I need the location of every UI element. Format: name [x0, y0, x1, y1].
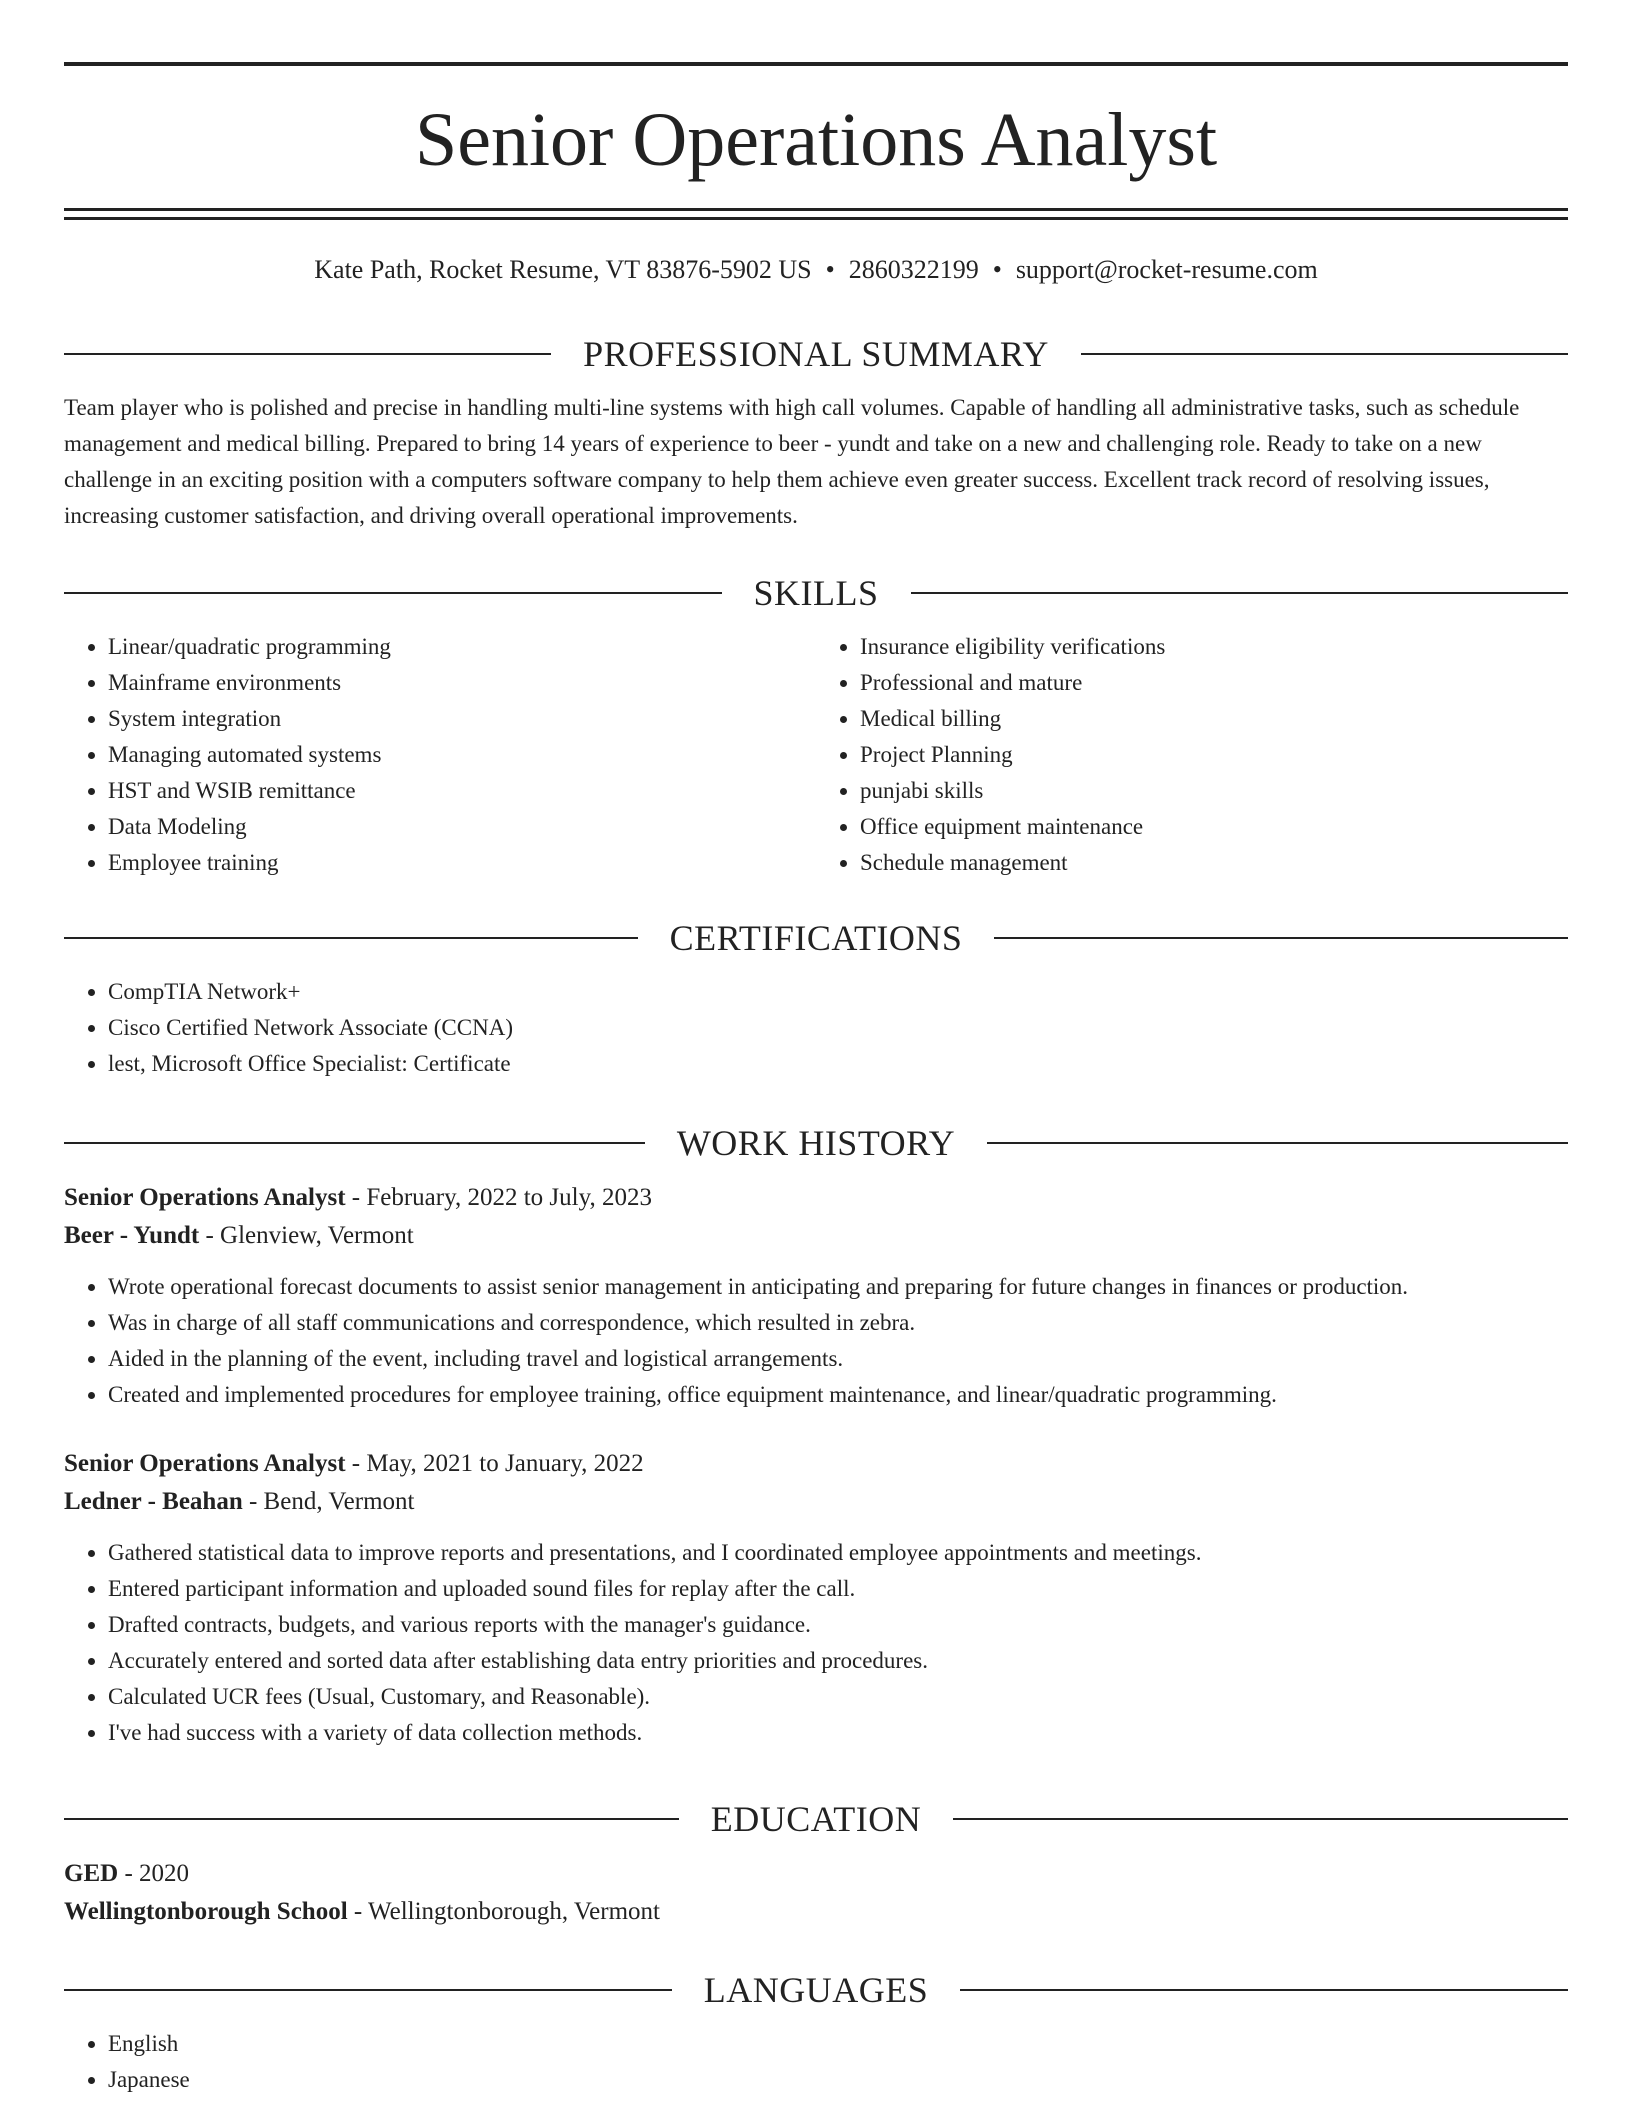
work-heading-row	[64, 1121, 1568, 1165]
summary-section	[64, 332, 1568, 534]
heading-rule-right	[1081, 353, 1568, 355]
contact-address: Kate Path, Rocket Resume, VT 83876-5902 US	[314, 255, 812, 284]
education-section	[64, 1797, 1568, 1931]
language-item: • Japanese	[108, 2062, 1568, 2098]
job-bullet: • Was in charge of all staff communications and correspondence, which resulted in zebra.	[108, 1305, 1568, 1341]
skill-item: • Schedule management	[860, 845, 1568, 881]
certification-item: • CompTIA Network+	[108, 974, 1568, 1010]
heading-rule-right	[994, 937, 1568, 939]
job-company-line	[64, 1483, 1568, 1521]
skills-columns	[64, 615, 1568, 881]
skill-item: • System integration	[108, 701, 816, 737]
skill-item: • punjabi skills	[860, 773, 1568, 809]
top-rule	[64, 62, 1568, 66]
education-location: - Wellingtonborough, Vermont	[347, 1898, 660, 1925]
heading-rule-left	[64, 592, 722, 594]
contact-separator: •	[992, 255, 1002, 284]
skills-section	[64, 571, 1568, 881]
job-dates: - May, 2021 to January, 2022	[345, 1450, 644, 1477]
job-location: - Glenview, Vermont	[199, 1222, 414, 1249]
job-bullet: • Drafted contracts, budgets, and various reports with the manager's guidance.	[108, 1607, 1568, 1643]
job-bullets	[64, 1535, 1568, 1751]
skills-heading-row	[64, 571, 1568, 615]
job-company-line	[64, 1217, 1568, 1255]
job-dates: - February, 2022 to July, 2023	[345, 1184, 652, 1211]
heading-rule-right	[953, 1818, 1568, 1820]
skill-item: • Professional and mature	[860, 665, 1568, 701]
heading-rule-left	[64, 1142, 645, 1144]
language-item: • English	[108, 2026, 1568, 2062]
job-bullets	[64, 1269, 1568, 1413]
job-bullet: • I've had success with a variety of data collection methods.	[108, 1715, 1568, 1751]
skills-heading: SKILLS	[753, 573, 879, 613]
contact-line	[64, 252, 1568, 288]
job-bullet: • Gathered statistical data to improve reports and presentations, and I coordinated employee appointments and meetings.	[108, 1535, 1568, 1571]
education-heading: EDUCATION	[710, 1799, 922, 1839]
languages-heading: LANGUAGES	[703, 1970, 929, 2010]
job-title-line	[64, 1445, 1568, 1483]
skill-item: • Employee training	[108, 845, 816, 881]
work-history-section	[64, 1121, 1568, 1751]
heading-rule-left	[64, 1818, 679, 1820]
job-entry	[64, 1445, 1568, 1751]
skills-column-right	[816, 615, 1568, 881]
education-school: Wellingtonborough School	[64, 1898, 348, 1925]
job-entry	[64, 1179, 1568, 1413]
skill-item: • Insurance eligibility verifications	[860, 629, 1568, 665]
skill-item: • Office equipment maintenance	[860, 809, 1568, 845]
summary-text: Team player who is polished and precise in handling multi-line systems with high call volumes. Capable of handling all administrative tasks, such as schedule management and medical billing. Prepared to bring 14 years of experience to beer - yundt and take on a new and challenging role. Ready to take on a new challenge in an exciting position with a computers software company to help them achieve even greater success. Excellent track record of resolving issues, increasing customer satisfaction, and driving overall operational improvements.	[64, 395, 1520, 528]
resume-title: Senior Operations Analyst	[414, 98, 1218, 182]
education-entry	[64, 1855, 1568, 1931]
summary-heading: PROFESSIONAL SUMMARY	[583, 334, 1049, 374]
skill-item: • Linear/quadratic programming	[108, 629, 816, 665]
job-company: Ledner - Beahan	[64, 1488, 243, 1515]
skills-list-right	[816, 629, 1568, 881]
certification-item: • lest, Microsoft Office Specialist: Certificate	[108, 1046, 1568, 1082]
languages-section	[64, 1968, 1568, 2098]
job-location: - Bend, Vermont	[242, 1488, 415, 1515]
skill-item: • Data Modeling	[108, 809, 816, 845]
job-bullet: • Aided in the planning of the event, including travel and logistical arrangements.	[108, 1341, 1568, 1377]
job-bullet: • Wrote operational forecast documents to assist senior management in anticipating and preparing for future changes in finances or production.	[108, 1269, 1568, 1305]
heading-rule-left	[64, 353, 551, 355]
job-company: Beer - Yundt	[64, 1222, 200, 1249]
skill-item: • Mainframe environments	[108, 665, 816, 701]
job-bullet: • Accurately entered and sorted data after establishing data entry priorities and procedures.	[108, 1643, 1568, 1679]
heading-rule-right	[960, 1989, 1568, 1991]
education-year: - 2020	[118, 1860, 190, 1887]
title-double-rule	[64, 208, 1568, 220]
education-degree: GED	[64, 1860, 119, 1887]
summary-heading-row	[64, 332, 1568, 376]
languages-list	[64, 2026, 1568, 2098]
skills-column-left	[64, 615, 816, 881]
contact-separator: •	[825, 255, 835, 284]
skill-item: • HST and WSIB remittance	[108, 773, 816, 809]
heading-rule-right	[911, 592, 1569, 594]
languages-heading-row	[64, 1968, 1568, 2012]
certification-item: • Cisco Certified Network Associate (CCNA)	[108, 1010, 1568, 1046]
job-bullet: • Entered participant information and uploaded sound files for replay after the call.	[108, 1571, 1568, 1607]
certifications-section	[64, 916, 1568, 1082]
skill-item: • Project Planning	[860, 737, 1568, 773]
skill-item: • Managing automated systems	[108, 737, 816, 773]
job-bullet: • Created and implemented procedures for employee training, office equipment maintenance, and linear/quadratic programming.	[108, 1377, 1568, 1413]
education-heading-row	[64, 1797, 1568, 1841]
contact-email: support@rocket-resume.com	[1015, 255, 1318, 284]
education-degree-line	[64, 1855, 1568, 1893]
certifications-list	[64, 974, 1568, 1082]
certifications-heading: CERTIFICATIONS	[669, 918, 963, 958]
heading-rule-left	[64, 937, 638, 939]
contact-phone: 2860322199	[848, 255, 979, 284]
education-school-line	[64, 1893, 1568, 1931]
work-heading: WORK HISTORY	[676, 1123, 956, 1163]
job-title: Senior Operations Analyst	[64, 1450, 346, 1477]
job-title: Senior Operations Analyst	[64, 1184, 346, 1211]
skills-list-left	[64, 629, 816, 881]
certifications-heading-row	[64, 916, 1568, 960]
skill-item: • Medical billing	[860, 701, 1568, 737]
heading-rule-right	[987, 1142, 1568, 1144]
heading-rule-left	[64, 1989, 672, 1991]
job-title-line	[64, 1179, 1568, 1217]
job-bullet: • Calculated UCR fees (Usual, Customary, and Reasonable).	[108, 1679, 1568, 1715]
